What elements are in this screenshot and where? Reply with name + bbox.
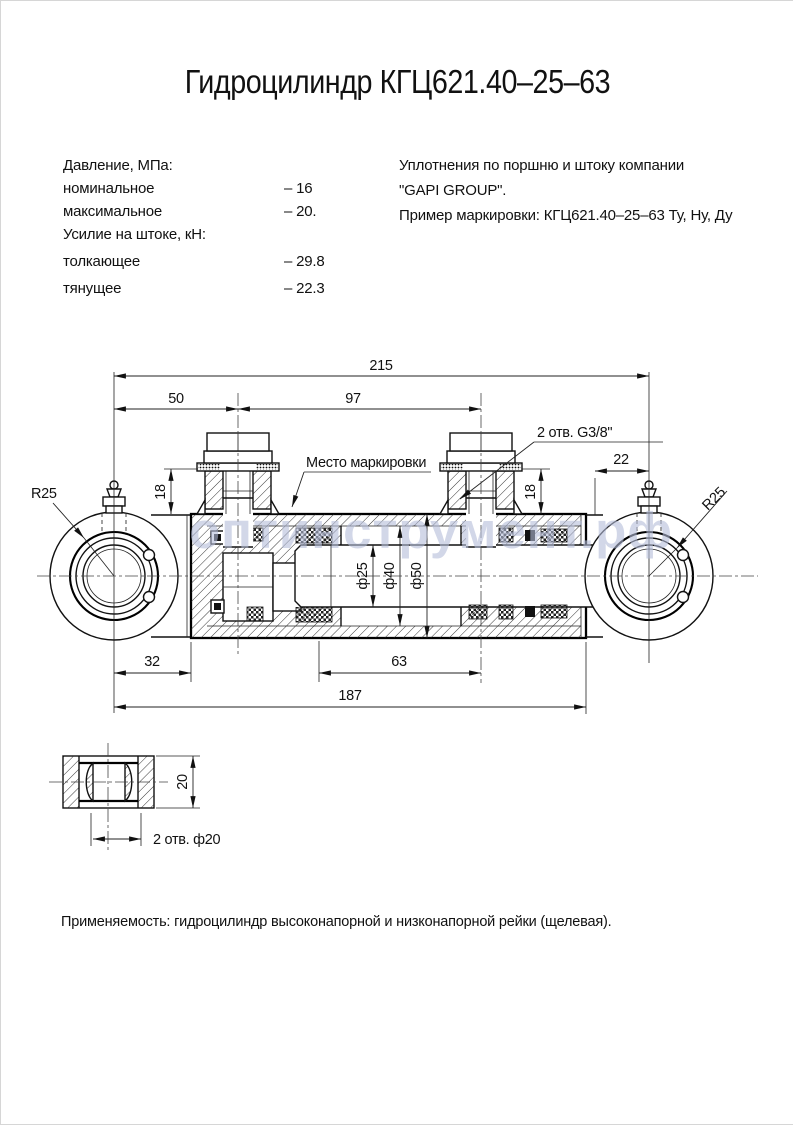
dim-18-left-text: 18 [153, 484, 169, 500]
holes-label: 2 отв. ф20 [153, 832, 221, 848]
section-dim-holes [91, 813, 221, 848]
spec-value: – 16 [284, 180, 313, 197]
spec-label: Давление, МПа: [63, 157, 173, 174]
callout-marking [292, 455, 431, 507]
dim-63-text: 63 [391, 654, 407, 670]
dim-18-right-text: 18 [523, 484, 539, 500]
technical-drawing [1, 1, 793, 1124]
dim-50 [114, 391, 238, 409]
dim-97-text: 97 [345, 391, 361, 407]
spec-value: – 29.8 [284, 253, 325, 270]
spec-label: номинальное [63, 180, 155, 197]
dim-22 [595, 452, 649, 471]
dim-187-text: 187 [338, 688, 362, 704]
dim-63 [319, 654, 481, 673]
ports-label: 2 отв. G3/8" [537, 425, 613, 441]
section-view [49, 743, 221, 852]
dim-97 [238, 391, 481, 409]
dim-50-text: 50 [168, 391, 184, 407]
dim-rod-text: ф25 [355, 562, 371, 590]
seals-note-line: Пример маркировки: КГЦ621.40–25–63 Ту, Ну, Ду [399, 207, 733, 224]
dim-18-left [153, 469, 171, 514]
spec-label: Усилие на штоке, кН: [63, 226, 206, 243]
seals-note-line: Уплотнения по поршню и штоку компании [399, 157, 685, 174]
callout-r25-right [677, 484, 729, 548]
r25-right-text: R25 [699, 484, 729, 514]
spec-value: – 20. [284, 203, 317, 220]
page-title: Гидроцилиндр КГЦ621.40–25–63 [184, 63, 611, 100]
dim-barrel-text: ф50 [409, 562, 425, 590]
r25-left-text: R25 [31, 486, 57, 502]
left-eye [50, 481, 191, 640]
dim-215-text: 215 [369, 358, 393, 374]
dim-32 [114, 654, 191, 673]
dim-22-text: 22 [613, 452, 629, 468]
dim-187 [114, 688, 586, 707]
dim-32-text: 32 [144, 654, 160, 670]
dim-215 [114, 358, 649, 376]
watermark: оптинструмент.рф [189, 502, 673, 559]
spec-label: максимальное [63, 203, 163, 220]
spec-value: – 22.3 [284, 280, 325, 297]
application-note: Применяемость: гидроцилиндр высоконапорной и низконапорной рейки (щелевая). [61, 914, 612, 930]
dim-bore-text: ф40 [382, 562, 398, 590]
seals-note-line: "GAPI GROUP". [399, 182, 507, 199]
spec-label: толкающее [63, 253, 141, 270]
marking-label: Место маркировки [306, 455, 427, 471]
dim-20-text: 20 [175, 774, 191, 790]
spec-label: тянущее [63, 280, 122, 297]
